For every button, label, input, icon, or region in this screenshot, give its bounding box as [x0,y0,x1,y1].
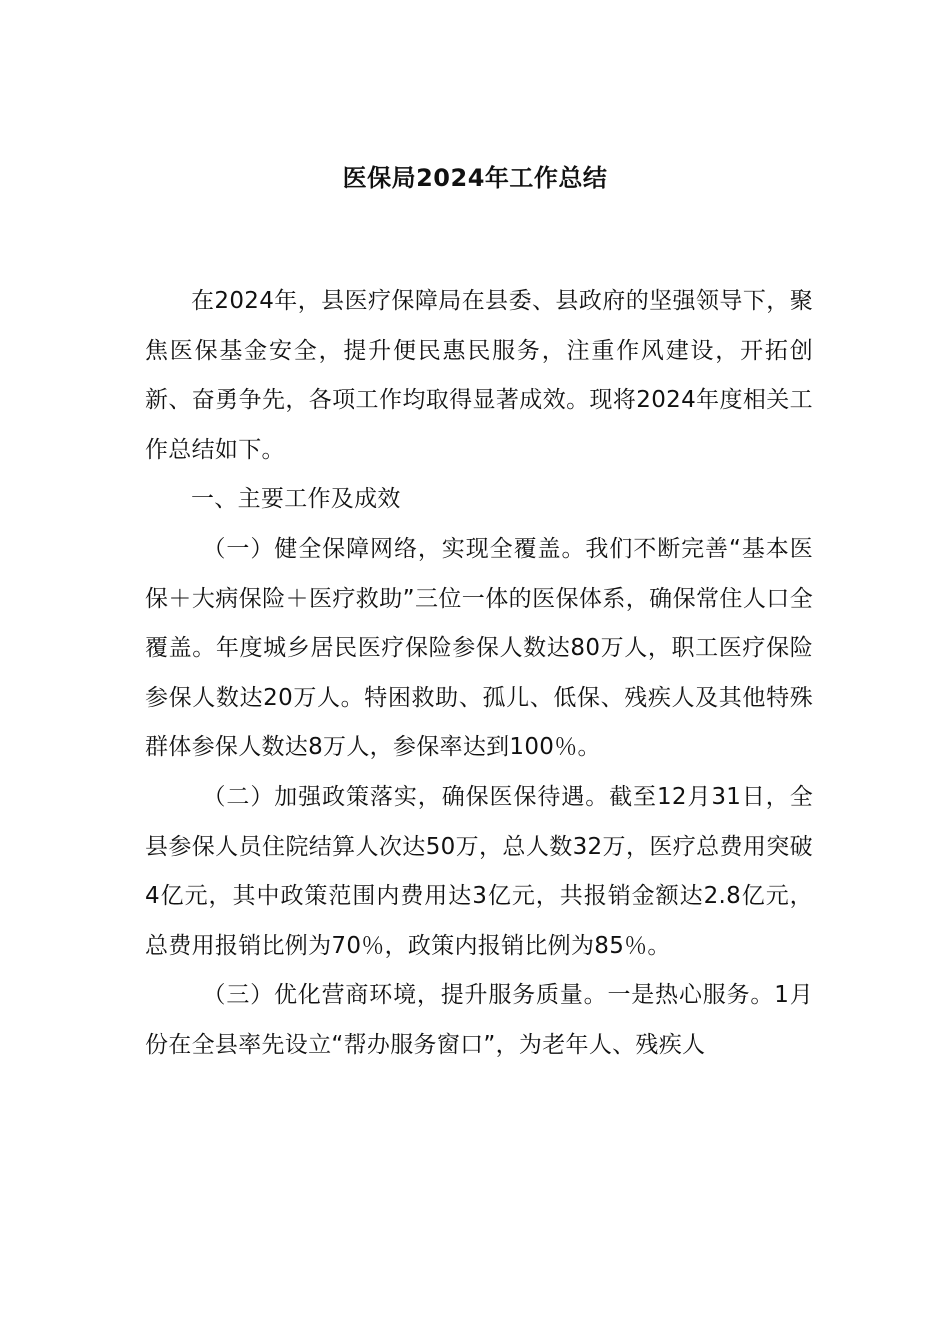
subsection-paragraph-2: （二）加强政策落实，确保医保待遇。截至12月31日，全县参保人员住院结算人次达50万，总人数32万，医疗总费用突破4亿元，其中政策范围内费用达3亿元，共报销金额达2.8亿元，总费用报销比例为70％，政策内报销比例为85％。 [145,783,813,959]
subsection-paragraph-3: （三）优化营商环境，提升服务质量。一是热心服务。1月份在全县率先设立“帮办服务窗口”，为老年人、残疾人 [145,982,813,1058]
document-title: 医保局2024年工作总结 [342,164,608,192]
intro-paragraph: 在2024年，县医疗保障局在县委、县政府的坚强领导下，聚焦医保基金安全，提升便民惠民服务，注重作风建设，开拓创新、奋勇争先，各项工作均取得显著成效。现将2024年度相关工作总结如下。 [145,288,813,463]
section-heading: 一、主要工作及成效 [191,486,401,513]
subsection-paragraph-1: （一）健全保障网络，实现全覆盖。我们不断完善“基本医保＋大病保险＋医疗救助”三位一体的医保体系，确保常住人口全覆盖。年度城乡居民医疗保险参保人数达80万人，职工医疗保险参保人数达20万人。特困救助、孤儿、低保、残疾人及其他特殊群体参保人数达8万人，参保率达到100％。 [145,535,813,761]
document-body [145,277,813,1071]
